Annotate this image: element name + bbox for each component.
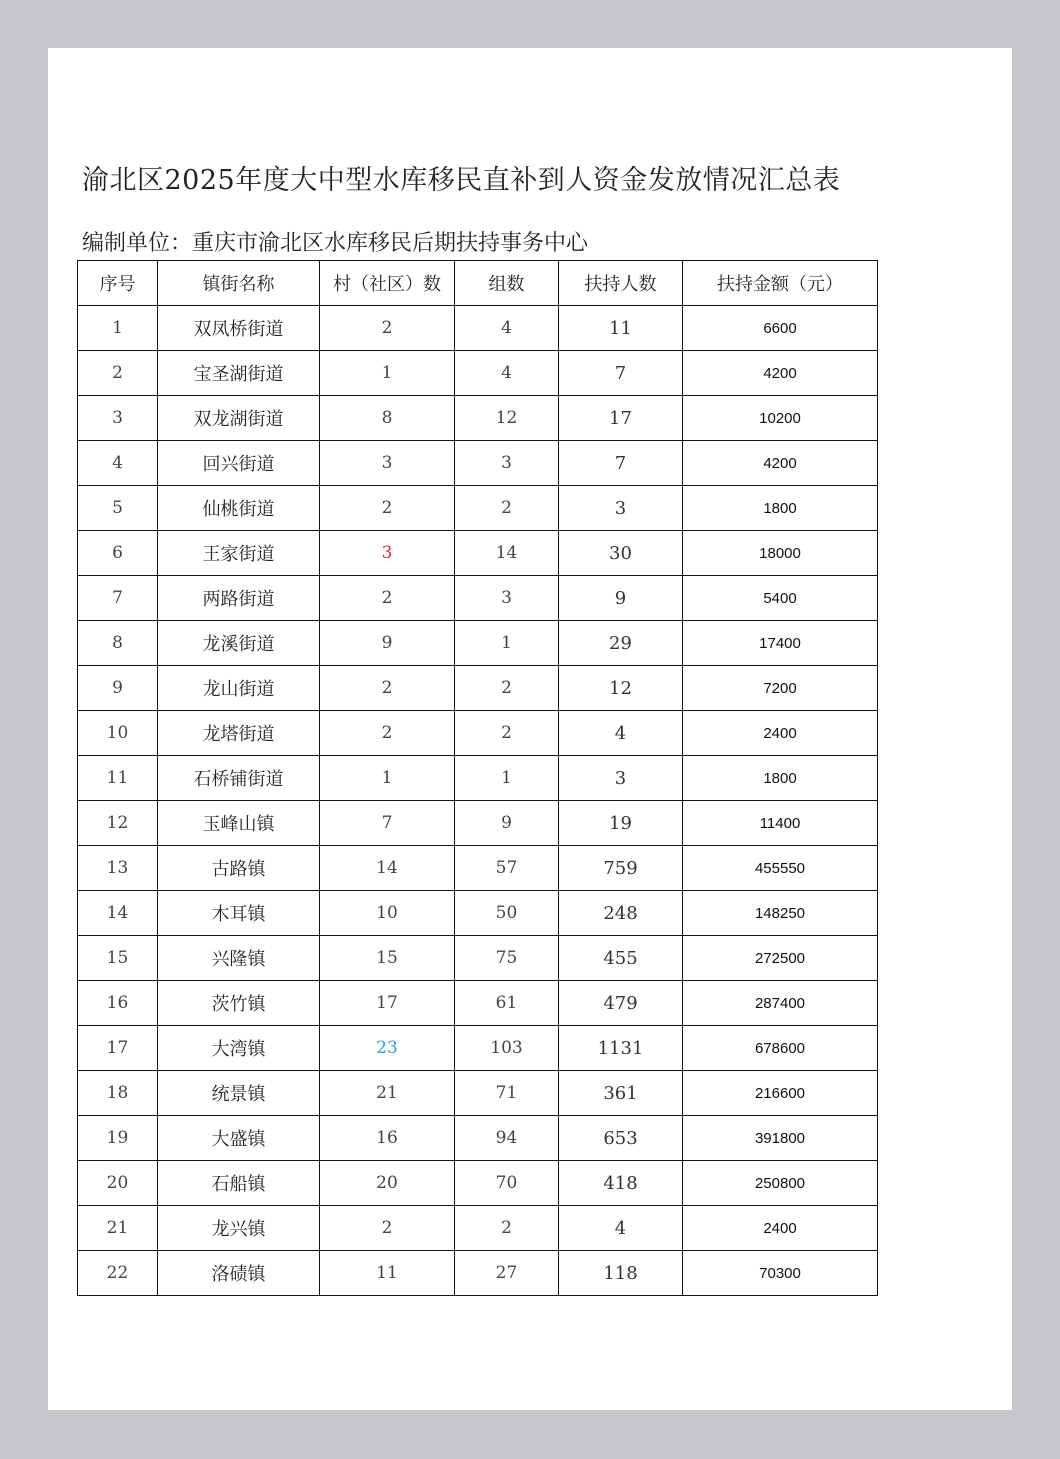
row-index: 9 [78,666,158,711]
town-name: 玉峰山镇 [158,801,320,846]
town-name: 兴隆镇 [158,936,320,981]
group-count: 71 [455,1071,559,1116]
table-row [78,1251,878,1296]
table-row [78,711,878,756]
village-count: 2 [320,711,455,756]
row-index: 15 [78,936,158,981]
village-count: 9 [320,621,455,666]
supported-people: 17 [559,396,683,441]
village-count: 20 [320,1161,455,1206]
supported-people: 30 [559,531,683,576]
group-count: 70 [455,1161,559,1206]
table-row [78,1071,878,1116]
town-name: 石桥铺街道 [158,756,320,801]
village-count: 2 [320,486,455,531]
support-amount: 455550 [683,846,878,891]
supported-people: 4 [559,1206,683,1251]
group-count: 4 [455,306,559,351]
town-name: 龙山街道 [158,666,320,711]
village-count: 2 [320,576,455,621]
compiling-unit: 编制单位：重庆市渝北区水库移民后期扶持事务中心 [82,231,589,256]
supported-people: 479 [559,981,683,1026]
table-row [78,801,878,846]
town-name: 茨竹镇 [158,981,320,1026]
village-count: 2 [320,666,455,711]
header-support-amount: 扶持金额（元） [683,261,878,306]
group-count: 94 [455,1116,559,1161]
table-row [78,531,878,576]
town-name: 王家街道 [158,531,320,576]
support-amount: 1800 [683,486,878,531]
village-count: 1 [320,351,455,396]
table-row [78,756,878,801]
group-count: 61 [455,981,559,1026]
supported-people: 19 [559,801,683,846]
town-name: 龙塔街道 [158,711,320,756]
row-index: 20 [78,1161,158,1206]
group-count: 103 [455,1026,559,1071]
supported-people: 12 [559,666,683,711]
row-index: 10 [78,711,158,756]
row-index: 14 [78,891,158,936]
table-row [78,846,878,891]
town-name: 两路街道 [158,576,320,621]
table-row [78,1116,878,1161]
support-amount: 678600 [683,1026,878,1071]
supported-people: 455 [559,936,683,981]
row-index: 6 [78,531,158,576]
document-title: 渝北区2025年度大中型水库移民直补到人资金发放情况汇总表 [82,165,841,196]
table-row [78,936,878,981]
town-name: 双凤桥街道 [158,306,320,351]
group-count: 12 [455,396,559,441]
support-amount: 4200 [683,441,878,486]
support-amount: 5400 [683,576,878,621]
group-count: 50 [455,891,559,936]
town-name: 宝圣湖街道 [158,351,320,396]
row-index: 13 [78,846,158,891]
row-index: 11 [78,756,158,801]
row-index: 12 [78,801,158,846]
summary-table [77,260,878,1296]
row-index: 18 [78,1071,158,1116]
row-index: 19 [78,1116,158,1161]
supported-people: 9 [559,576,683,621]
support-amount: 4200 [683,351,878,396]
support-amount: 2400 [683,1206,878,1251]
support-amount: 70300 [683,1251,878,1296]
supported-people: 29 [559,621,683,666]
town-name: 大湾镇 [158,1026,320,1071]
row-index: 8 [78,621,158,666]
town-name: 统景镇 [158,1071,320,1116]
supported-people: 4 [559,711,683,756]
row-index: 16 [78,981,158,1026]
table-row [78,396,878,441]
group-count: 14 [455,531,559,576]
table-row [78,576,878,621]
group-count: 2 [455,486,559,531]
supported-people: 7 [559,351,683,396]
village-count: 23 [320,1026,455,1071]
village-count: 16 [320,1116,455,1161]
table-header-row [78,261,878,306]
group-count: 3 [455,441,559,486]
supported-people: 3 [559,756,683,801]
support-amount: 17400 [683,621,878,666]
village-count: 2 [320,1206,455,1251]
supported-people: 361 [559,1071,683,1116]
group-count: 27 [455,1251,559,1296]
town-name: 龙溪街道 [158,621,320,666]
village-count: 8 [320,396,455,441]
support-amount: 1800 [683,756,878,801]
supported-people: 11 [559,306,683,351]
table-row [78,1026,878,1071]
row-index: 17 [78,1026,158,1071]
village-count: 15 [320,936,455,981]
support-amount: 216600 [683,1071,878,1116]
row-index: 2 [78,351,158,396]
row-index: 3 [78,396,158,441]
town-name: 大盛镇 [158,1116,320,1161]
village-count: 3 [320,441,455,486]
header-supported-people: 扶持人数 [559,261,683,306]
group-count: 2 [455,666,559,711]
village-count: 1 [320,756,455,801]
village-count: 11 [320,1251,455,1296]
town-name: 古路镇 [158,846,320,891]
support-amount: 10200 [683,396,878,441]
group-count: 2 [455,1206,559,1251]
row-index: 5 [78,486,158,531]
support-amount: 7200 [683,666,878,711]
town-name: 回兴街道 [158,441,320,486]
supported-people: 3 [559,486,683,531]
header-group-count: 组数 [455,261,559,306]
supported-people: 653 [559,1116,683,1161]
group-count: 3 [455,576,559,621]
group-count: 2 [455,711,559,756]
support-amount: 148250 [683,891,878,936]
town-name: 木耳镇 [158,891,320,936]
support-amount: 18000 [683,531,878,576]
supported-people: 759 [559,846,683,891]
town-name: 龙兴镇 [158,1206,320,1251]
village-count: 2 [320,306,455,351]
town-name: 双龙湖街道 [158,396,320,441]
table-row [78,621,878,666]
table-row [78,306,878,351]
table-row [78,891,878,936]
row-index: 7 [78,576,158,621]
table-row [78,1161,878,1206]
supported-people: 118 [559,1251,683,1296]
row-index: 21 [78,1206,158,1251]
header-village-count: 村（社区）数 [320,261,455,306]
table-row [78,441,878,486]
group-count: 75 [455,936,559,981]
village-count: 17 [320,981,455,1026]
support-amount: 2400 [683,711,878,756]
table-row [78,981,878,1026]
support-amount: 250800 [683,1161,878,1206]
header-town-name: 镇街名称 [158,261,320,306]
row-index: 4 [78,441,158,486]
document-page [48,48,1012,1410]
supported-people: 7 [559,441,683,486]
table-row [78,1206,878,1251]
supported-people: 418 [559,1161,683,1206]
support-amount: 391800 [683,1116,878,1161]
town-name: 仙桃街道 [158,486,320,531]
support-amount: 11400 [683,801,878,846]
village-count: 3 [320,531,455,576]
supported-people: 1131 [559,1026,683,1071]
support-amount: 6600 [683,306,878,351]
row-index: 22 [78,1251,158,1296]
support-amount: 287400 [683,981,878,1026]
group-count: 1 [455,756,559,801]
header-index: 序号 [78,261,158,306]
village-count: 21 [320,1071,455,1116]
table-row [78,666,878,711]
table-row [78,351,878,396]
town-name: 石船镇 [158,1161,320,1206]
group-count: 1 [455,621,559,666]
town-name: 洛碛镇 [158,1251,320,1296]
village-count: 10 [320,891,455,936]
table-row [78,486,878,531]
group-count: 9 [455,801,559,846]
table-body [78,306,878,1296]
supported-people: 248 [559,891,683,936]
support-amount: 272500 [683,936,878,981]
village-count: 14 [320,846,455,891]
group-count: 4 [455,351,559,396]
group-count: 57 [455,846,559,891]
row-index: 1 [78,306,158,351]
village-count: 7 [320,801,455,846]
